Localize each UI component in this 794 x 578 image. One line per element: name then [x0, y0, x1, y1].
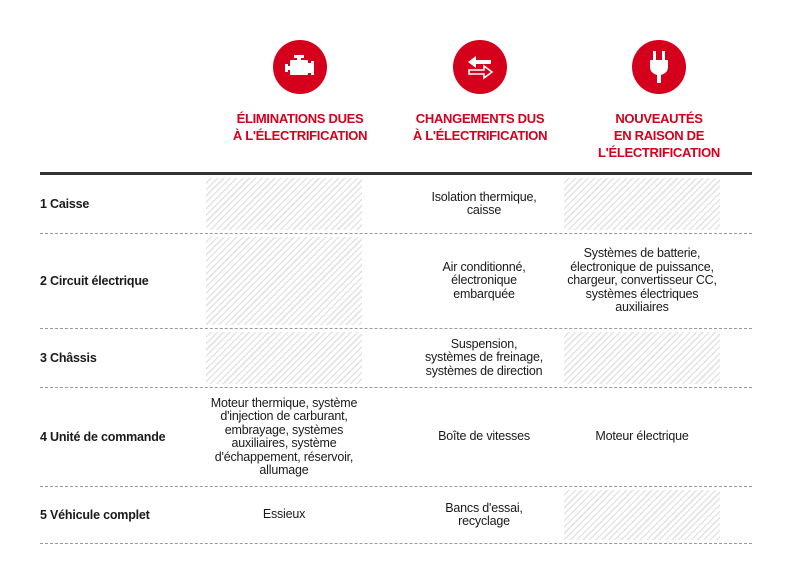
table-cell	[564, 178, 720, 230]
table-cell: Boîte de vitesses	[438, 429, 530, 444]
row-label: 3 Châssis	[40, 351, 97, 365]
table-cell: Systèmes de batterie, électronique de puissance, chargeur, convertisseur CC, systèmes électriques auxiliaires	[567, 246, 717, 315]
table-cell: Bancs d'essai, recyclage	[445, 500, 523, 528]
table-cell	[564, 490, 720, 540]
table-row	[40, 329, 752, 387]
table-cell: Suspension, systèmes de freinage, systèmes de direction	[424, 336, 544, 378]
column-title: ÉLIMINATIONS DUES À L'ÉLECTRIFICATION	[232, 111, 368, 143]
table-row	[40, 234, 752, 328]
electric-plug-icon	[632, 40, 686, 94]
row-label: 2 Circuit électrique	[40, 274, 149, 288]
table-cell	[206, 237, 362, 325]
table-cell	[206, 332, 362, 384]
row-label: 1 Caisse	[40, 197, 90, 211]
table-cell: Isolation thermique, caisse	[431, 189, 537, 217]
column-title: CHANGEMENTS DUS À L'ÉLECTRIFICATION	[412, 111, 548, 143]
table-cell: Essieux	[262, 507, 306, 522]
table-cell	[564, 332, 720, 384]
table-cell: Air conditionné, électronique embarquée	[442, 259, 526, 301]
engine-icon	[273, 40, 327, 94]
table-row	[40, 487, 752, 543]
column-header-eliminations	[222, 40, 378, 144]
table-cell: Moteur électrique	[595, 429, 689, 444]
column-header-nouveautes	[581, 40, 737, 161]
table-cell	[206, 178, 362, 230]
column-title: NOUVEAUTÉS EN RAISON DE L'ÉLECTRIFICATION	[598, 111, 720, 160]
row-divider	[40, 543, 752, 544]
column-header-changements	[402, 40, 558, 144]
swap-arrows-icon	[453, 40, 507, 94]
row-label: 4 Unité de commande	[40, 430, 166, 444]
table-cell: Moteur thermique, système d'injection de carburant, embrayage, systèmes auxiliaires, système d'échappement, réservoir, allumage	[210, 395, 358, 477]
row-label: 5 Véhicule complet	[40, 508, 150, 522]
table-row	[40, 175, 752, 233]
table-row	[40, 388, 752, 486]
